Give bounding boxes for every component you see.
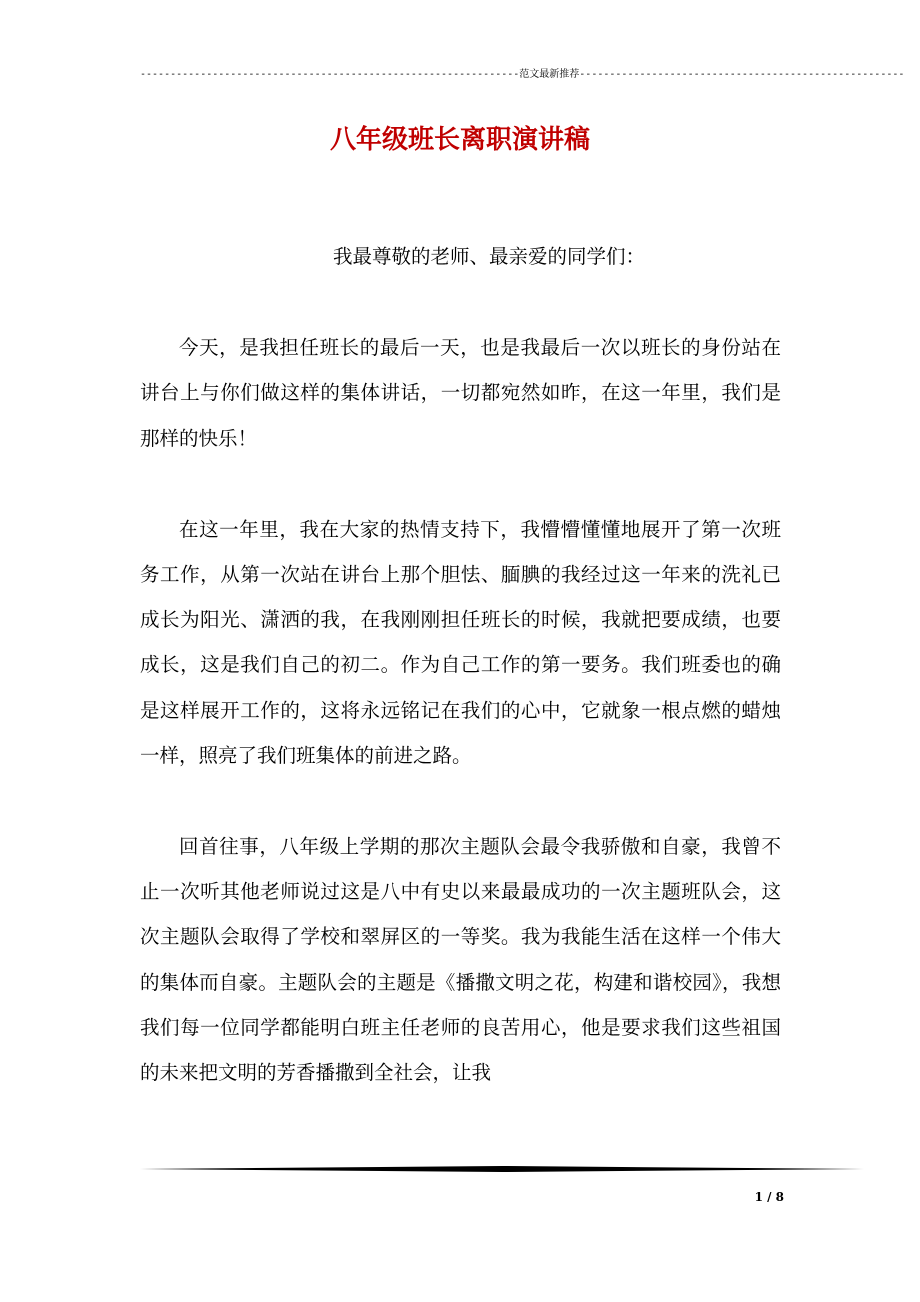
document-body bbox=[140, 234, 781, 1095]
paragraph-1: 今天，是我担任班长的最后一天，也是我最后一次以班长的身份站在讲台上与你们做这样的集体讲话，一切都宛然如昨，在这一年里，我们是那样的快乐！ bbox=[140, 336, 781, 450]
header-banner: ---------------------------------------------------------------范文最新推荐------------------------------------------------------ bbox=[140, 69, 905, 80]
footer-divider bbox=[140, 1165, 864, 1173]
paragraph-3: 回首往事，八年级上学期的那次主题队会最令我骄傲和自豪，我曾不止一次听其他老师说过这是八中有史以来最最成功的一次主题班队会，这次主题队会取得了学校和翠屏区的一等奖。我为我能生活在这样一个伟大的集体而自豪。主题队会的主题是《播撒文明之花，构建和谐校园》，我想我们每一位同学都能明白班主任老师的良苦用心，他是要求我们这些祖国的未来把文明的芳香播撒到全社会，让我 bbox=[140, 835, 781, 1085]
salutation: 我最尊敬的老师、最亲爱的同学们： bbox=[333, 245, 646, 268]
paragraph-2: 在这一年里，我在大家的热情支持下，我懵懵懂懂地展开了第一次班务工作，从第一次站在讲台上那个胆怯、腼腆的我经过这一年来的洗礼已成长为阳光、潇洒的我，在我刚刚担任班长的时候，我就把要成绩，也要成长，这是我们自己的初二。作为自己工作的第一要务。我们班委也的确是这样展开工作的，这将永远铭记在我们的心中，它就象一根点燃的蜡烛一样，照亮了我们班集体的前进之路。 bbox=[140, 517, 781, 767]
page-number: 1 / 8 bbox=[754, 1190, 784, 1204]
document-title: 八年级班长离职演讲稿 bbox=[329, 125, 590, 155]
